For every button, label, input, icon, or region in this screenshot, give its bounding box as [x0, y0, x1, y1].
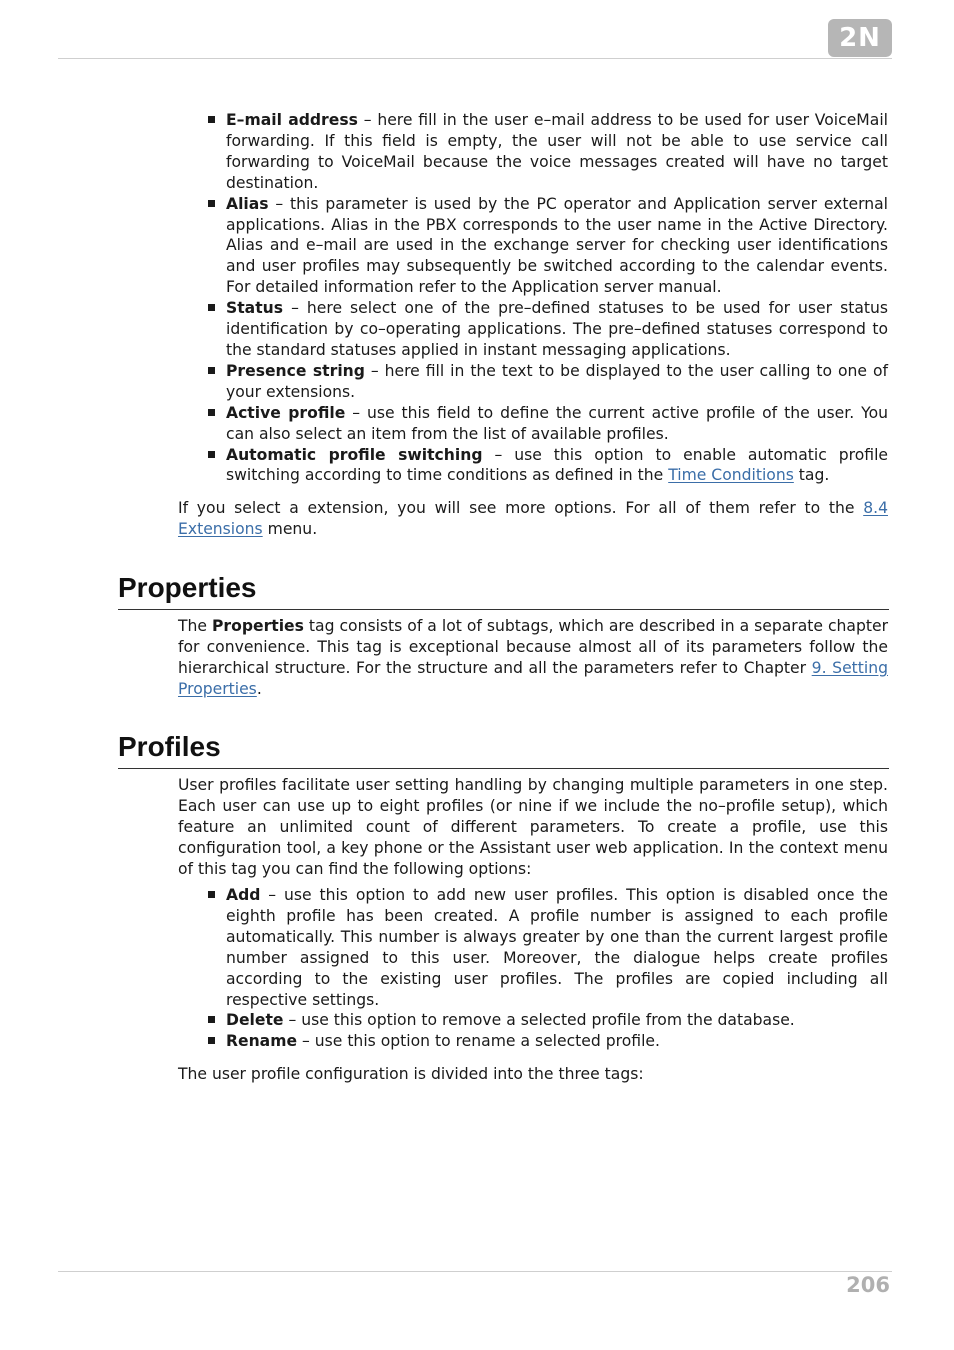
list-item-add: Add – use this option to add new user profiles. This option is disabled once the eighth profile has been created. A profile number is assigned to each profile automatically. This number is always greater by one than the current largest profile number assigned to this user. Moreover, the dialogue helps create profiles according to the existing user profiles. The profiles are copied including all respective settings.	[204, 885, 888, 1010]
bullet-square-icon	[208, 1037, 215, 1044]
bullet-square-icon	[208, 409, 215, 416]
properties-heading: Properties	[118, 571, 889, 610]
list-item-automatic-profile-switching: Automatic profile switching – use this option to enable automatic profile switching according to time conditions as defined in the Time Conditions tag.	[204, 445, 888, 487]
properties-paragraph: The Properties tag consists of a lot of subtags, which are described in a separate chapter for convenience. This tag is exceptional because almost all of its parameters follow the hierarchical structure. For the structure and all the parameters refer to Chapter 9. Setting Properties.	[178, 617, 888, 698]
extensions-link[interactable]: 8.4 Extensions	[178, 499, 888, 538]
list-item-active-profile: Active profile – use this field to define the current active profile of the user. You can also select an item from the list of available profiles.	[204, 403, 888, 445]
bullet-square-icon	[208, 200, 215, 207]
brand-logo: 2N	[828, 19, 892, 57]
bullet-square-icon	[208, 891, 215, 898]
bullet-square-icon	[208, 451, 215, 458]
profiles-intro-paragraph: User profiles facilitate user setting handling by changing multiple parameters in one step. Each user can use up to eight profiles (or nine if we include the no–profile setup), which feature an unlimited count of different parameters. To create a profile, use this configuration tool, a key phone or the Assistant user web application. In the context menu of this tag you can find the following options:	[178, 776, 888, 878]
footer-divider	[58, 1271, 892, 1272]
profile-options-list	[204, 885, 888, 1052]
page-number: 206	[846, 1273, 890, 1297]
list-item-status: Status – here select one of the pre–defined statuses to be used for user status identification by co–operating applications. The pre–defined statuses correspond to the standard statuses applied in instant messaging applications.	[204, 298, 888, 361]
bullet-square-icon	[208, 367, 215, 374]
header-divider	[58, 58, 892, 59]
setting-properties-link[interactable]: 9. Setting Properties	[178, 658, 888, 698]
list-item-presence-string: Presence string – here fill in the text to be displayed to the user calling to one of your extensions.	[204, 361, 888, 403]
list-item-alias: Alias – this parameter is used by the PC operator and Application server external applications. Alias in the PBX corresponds to the user name in the Active Directory. Alias and e–mail are used in the exchange server for checking user identifications and user profiles may subsequently be switched according to the calendar events. For detailed information refer to the Application server manual.	[204, 194, 888, 299]
profiles-heading: Profiles	[118, 730, 889, 769]
bullet-square-icon	[208, 1016, 215, 1023]
bullet-square-icon	[208, 304, 215, 311]
list-item-delete: Delete – use this option to remove a selected profile from the database.	[204, 1010, 888, 1031]
user-field-list	[204, 110, 888, 486]
list-item-email-address: E–mail address – here fill in the user e–mail address to be used for user VoiceMail forwarding. If this field is empty, the user will not be able to use service call forwarding to VoiceMail because the voice messages created will have no target destination.	[204, 110, 888, 194]
profiles-closing-paragraph: The user profile configuration is divided into the three tags:	[178, 1065, 644, 1083]
bullet-square-icon	[208, 116, 215, 123]
time-conditions-link[interactable]: Time Conditions	[668, 466, 794, 485]
extension-paragraph: If you select a extension, you will see more options. For all of them refer to the 8.4 Extensions menu.	[178, 499, 888, 538]
list-item-rename: Rename – use this option to rename a selected profile.	[204, 1031, 888, 1052]
